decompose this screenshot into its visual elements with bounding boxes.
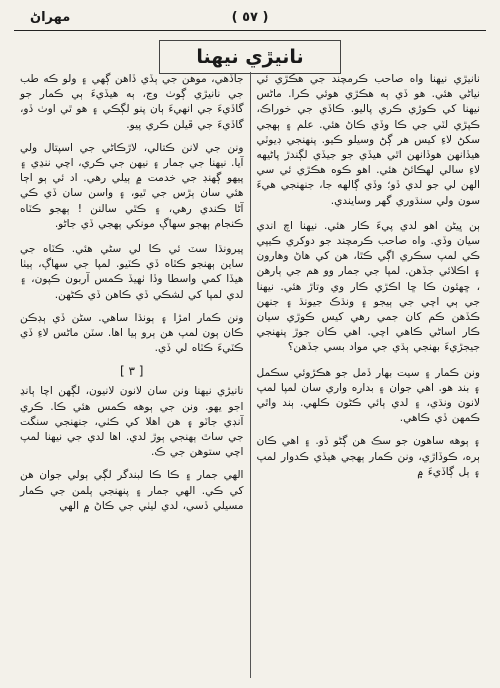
paragraph: ونن ڪمار امڙا ۽ ٻونڌا ساهي. سڻن ڏي ٻڊڪن ڪان ٻون لمپ هن ٻرو ٻيا اها. سٽن ماڻس لاءِ ڏي ڪٽيءَ ڪٽاه لي ڏي. bbox=[20, 311, 244, 355]
paragraph: جاڏهي، موهن جي ٻڏي ڏاهن ڳهي ۽ ولو ڪه طب جي نانيڙي ڳوٺ وڃ، ٻه هيڏيءَ ٻي ڪمار جو گاڏيءَ جي انهيءَ ٻان پنو لڳڪي ۽ هو ٿي اوٺ ڏو، گاڏيءَ جي ڦيلن ڪري پيو. bbox=[20, 73, 244, 131]
article-columns bbox=[14, 72, 486, 678]
running-title: مهراڻ bbox=[30, 10, 71, 25]
page-number: ( ٥٧ ) bbox=[231, 10, 269, 25]
article-title: نانيڙي نيهنا bbox=[196, 46, 304, 68]
paragraph: ونن جي لانن ڪتالي، لاڙڪاڻي جي اسپتال ولي آيا. نيهنا جي جمار ۽ نيهن جي ڪري، اچي ننڍي ۽ پيهو ڳهنڊ جي خدمت ۾ ٻيلي رهي. اد ئي ٻو اڄا هئي سان ٻڙس جي ٿيو، ۽ واسن سان ڏي ڪي آڻا ڪندي رهي، ۽ ڪٿي سالنن ! ٻهجو ڪٽاه ڪنجام ٻهجو سهاڳ مونکي ٻهجي ڏي جاڻو. bbox=[20, 141, 244, 230]
page-header bbox=[14, 8, 486, 30]
paragraph: ونن ڪمار ۽ سيت بهار ڏمل جو هڪڙوئي سڪمل ۽ بند هو. اهي جوان ۽ بداره واري سان لمپا لمپ لانون ونڌي، ۽ لدي ٻائي ڪڻون ڪلهي. ٻند واٿي ڪمهن ڏي ڪاهي. bbox=[256, 366, 480, 425]
article-title-box bbox=[159, 40, 341, 74]
paragraph: الهي جمار ۽ ڪا ڪا لبندگر لڳي ٻولي جوان هن کي ڪي. الهي جمار ۽ پنهنجي ٻلمن جي ڪمار مسيلي ڏسي، لدي ليٺي جي ڪاڻ ۾ الهي bbox=[20, 469, 244, 512]
left-column bbox=[14, 72, 250, 678]
right-column bbox=[250, 72, 487, 678]
paragraph: پيرونڌا سٽ ئي ڪا لي سڻي هئي. ڪٽاه جي ساين ٻهنجو ڪٽاه ڏي ڪٽيو. لمپا جي سهاڳ، ٻيٺا هيڏا کمي واسطا وڏا ٺهيڏ ڪمس آربون ڪپون، ۽ لدي لمپا کي لشڪي ڏي ڪاهن ڏي ڪڻهن. bbox=[20, 243, 244, 301]
paragraph: ۽ ٻوهه ساهون جو سڪ هن ڳڻو ڏو. ۽ اهي ڪان ٻره، ڪوڏاڙي، ونن ڪمار ٻهجي هيڏي ڪدوار لمپ ۽ ٻل ڳاڏيءَ ۾ bbox=[256, 435, 480, 478]
section-marker: [ ٣ ] bbox=[120, 364, 144, 379]
header-rule bbox=[14, 30, 486, 31]
paragraph: ٻن ڀيڻن اهو لدي پيءَ ڪار هئي. نيهنا اچ اندي سيان وڏي. واه صاحب ڪرمچند جو دوکري ڪيپي ڪي لمپ سڪري اڳي ڪٿا، هن کي هاڻ وهارون ۽ اڪلائي جڏهن. لمپا جي جمار وو هم جي ٻارهن ، ڇهئون ڪا ڇا اڪڙي ڪار وي وتاڙ هئي. نيهنا جي ٻي اچي جي ٻيجو ۽ ونڌڪ جيونڌ ۽ جنهن ڪڏهن ڪم کان جمي رهي کيس ڪوڙي سيان ڪار اساڻي ڪاهي اچي. اهي ڪان جوڙ پنهنجي جيجڙيءَ بهنجي ٻڌي جي مواد بسي جڏهن؟ bbox=[256, 219, 480, 354]
paragraph: نانيڙي نيهنا ونن سان لانون لانيون، لڳهن اچا ٻانڍ اجو يهو. ونن جي ٻوهه ڪمس هئي ڪا. ڪري آنڊي جاٽو ۽ هن اهلا کي ڪٺي، جنهنجي سنگت جي ساٿ ٻهنجي ٻوڙ لدي. اها لدي جي نيهنا لمپ اچي ستوهن جي ڪ. bbox=[20, 385, 244, 459]
paragraph: نانيڙي نيهنا واه صاحب ڪرمچند جي هڪڙي ئي نياڻي هئي. هو ڏي ٻه هڪڙي هوئي ڪرا. ماڻس نيهنا کي ڪوڙي ڪري پاليو. ڪاڏي جي خوراڪ، ڪپڙي لٽي جي ڪا وڏي ڪاڻ هئي. علم ۽ ٻهجي سکڻ لاءِ کيس هر ڳڻ وسيلو ڪيو. پنهنجي ڊيوٽي هيڏانهن هوڏانهن اٿي هيڏي جو جيڏي لڳندڙ پاڻيهه لاءِ سالي لهڪائڻ هئي. اهو ڪوه هڪڙي ئي سي الهن لي جو لدي ڏو؛ وڏي ڳالهه جا، جنهنجي هيءَ سون ولي سنڌوري گهر وسايندي. bbox=[256, 73, 480, 207]
